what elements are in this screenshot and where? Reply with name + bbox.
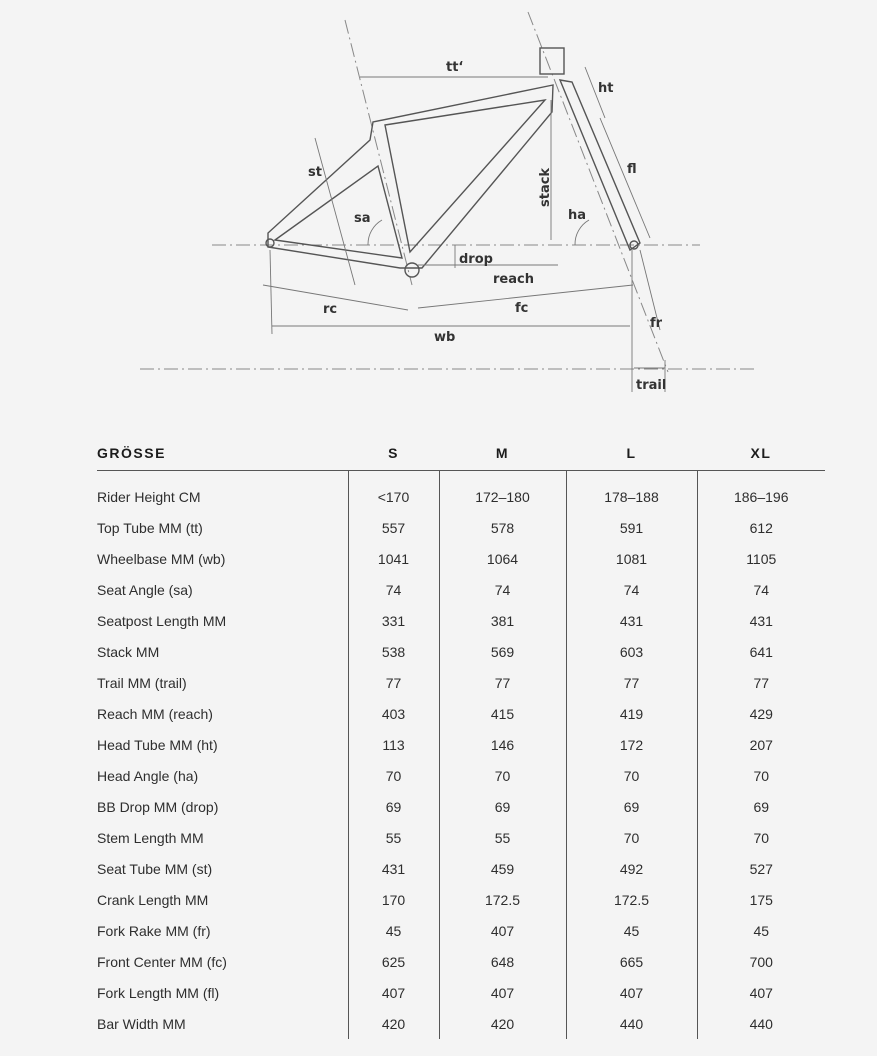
cell-m: 648 [439,946,566,977]
label-trail: trail [636,378,667,393]
cell-s: 77 [348,667,439,698]
row-label: Stem Length MM [97,829,204,846]
table-row [97,1008,825,1039]
cell-l: 492 [566,853,697,884]
row-label: Fork Rake MM (fr) [97,922,211,939]
label-drop: drop [459,252,493,267]
table-row [97,977,825,1008]
cell-l: 70 [566,760,697,791]
table-row [97,884,825,915]
table-row [97,791,825,822]
cell-s: 170 [348,884,439,915]
cell-s: 69 [348,791,439,822]
cell-s: 331 [348,605,439,636]
row-label: Crank Length MM [97,891,209,908]
cell-m: 146 [439,729,566,760]
table-row [97,853,825,884]
label-wb: wb [434,330,456,345]
table-row [97,543,825,574]
cell-m: 77 [439,667,566,698]
label-fl: fl [627,162,637,177]
row-label: Stack MM [97,643,160,660]
table-body [97,471,825,1040]
cell-m: 569 [439,636,566,667]
cell-s: 70 [348,760,439,791]
row-label: Bar Width MM [97,1015,186,1032]
cell-l: 74 [566,574,697,605]
cell-xl: 69 [697,791,825,822]
cell-s: 113 [348,729,439,760]
row-label: Trail MM (trail) [97,674,187,691]
cell-m: 74 [439,574,566,605]
cell-s: 420 [348,1008,439,1039]
header-col-m: M [439,436,566,471]
cell-s: 557 [348,512,439,543]
cell-s: <170 [348,471,439,513]
table-row [97,512,825,543]
cell-xl: 175 [697,884,825,915]
table-row [97,915,825,946]
cell-m: 70 [439,760,566,791]
cell-m: 69 [439,791,566,822]
cell-xl: 612 [697,512,825,543]
row-label: Head Tube MM (ht) [97,736,218,753]
cell-xl: 407 [697,977,825,1008]
label-reach: reach [493,272,534,287]
cell-xl: 527 [697,853,825,884]
label-stack: stack [538,167,553,207]
label-sa: sa [354,211,371,226]
cell-l: 1081 [566,543,697,574]
cell-m: 381 [439,605,566,636]
cell-s: 407 [348,977,439,1008]
cell-s: 538 [348,636,439,667]
cell-m: 172–180 [439,471,566,513]
cell-xl: 74 [697,574,825,605]
cell-xl: 186–196 [697,471,825,513]
cell-xl: 77 [697,667,825,698]
geometry-table [97,436,825,1039]
cell-l: 419 [566,698,697,729]
frame-geometry-diagram [0,0,877,400]
cell-s: 74 [348,574,439,605]
cell-l: 172.5 [566,884,697,915]
header-size: GRÖSSE [97,436,348,471]
table-row [97,698,825,729]
cell-m: 407 [439,915,566,946]
cell-m: 407 [439,977,566,1008]
table-header-row [97,436,825,471]
cell-m: 172.5 [439,884,566,915]
header-col-l: L [566,436,697,471]
cell-xl: 70 [697,760,825,791]
row-label: Seatpost Length MM [97,612,227,629]
cell-xl: 440 [697,1008,825,1039]
cell-m: 55 [439,822,566,853]
cell-m: 578 [439,512,566,543]
cell-m: 459 [439,853,566,884]
label-ha: ha [568,208,587,223]
cell-xl: 207 [697,729,825,760]
cell-xl: 700 [697,946,825,977]
header-col-xl: XL [697,436,825,471]
cell-xl: 70 [697,822,825,853]
cell-xl: 641 [697,636,825,667]
cell-xl: 1105 [697,543,825,574]
cell-l: 172 [566,729,697,760]
row-label: Seat Tube MM (st) [97,860,213,877]
cell-xl: 45 [697,915,825,946]
row-label: Head Angle (ha) [97,767,199,784]
cell-s: 431 [348,853,439,884]
label-rc: rc [323,302,338,317]
table-row [97,729,825,760]
label-tt: tt‘ [446,60,464,75]
row-label: Front Center MM (fc) [97,953,227,970]
cell-l: 77 [566,667,697,698]
label-fr: fr [650,316,663,331]
cell-l: 591 [566,512,697,543]
row-label: Top Tube MM (tt) [97,519,203,536]
cell-l: 178–188 [566,471,697,513]
cell-l: 69 [566,791,697,822]
cell-l: 431 [566,605,697,636]
cell-xl: 431 [697,605,825,636]
cell-l: 45 [566,915,697,946]
row-label: BB Drop MM (drop) [97,798,219,815]
cell-l: 665 [566,946,697,977]
table-row [97,667,825,698]
table-row [97,471,825,513]
row-label: Rider Height CM [97,488,201,505]
table-row [97,574,825,605]
cell-s: 55 [348,822,439,853]
cell-l: 70 [566,822,697,853]
row-label: Wheelbase MM (wb) [97,550,226,567]
header-col-s: S [348,436,439,471]
cell-s: 625 [348,946,439,977]
table-row [97,822,825,853]
cell-l: 407 [566,977,697,1008]
cell-m: 420 [439,1008,566,1039]
cell-xl: 429 [697,698,825,729]
label-ht: ht [598,81,614,96]
table-row [97,605,825,636]
label-st: st [308,165,322,180]
cell-m: 415 [439,698,566,729]
row-label: Reach MM (reach) [97,705,213,722]
cell-l: 440 [566,1008,697,1039]
cell-m: 1064 [439,543,566,574]
table-row [97,636,825,667]
cell-l: 603 [566,636,697,667]
table-row [97,946,825,977]
table-row [97,760,825,791]
label-fc: fc [515,301,529,316]
cell-s: 45 [348,915,439,946]
cell-s: 403 [348,698,439,729]
row-label: Fork Length MM (fl) [97,984,220,1001]
row-label: Seat Angle (sa) [97,581,193,598]
cell-s: 1041 [348,543,439,574]
